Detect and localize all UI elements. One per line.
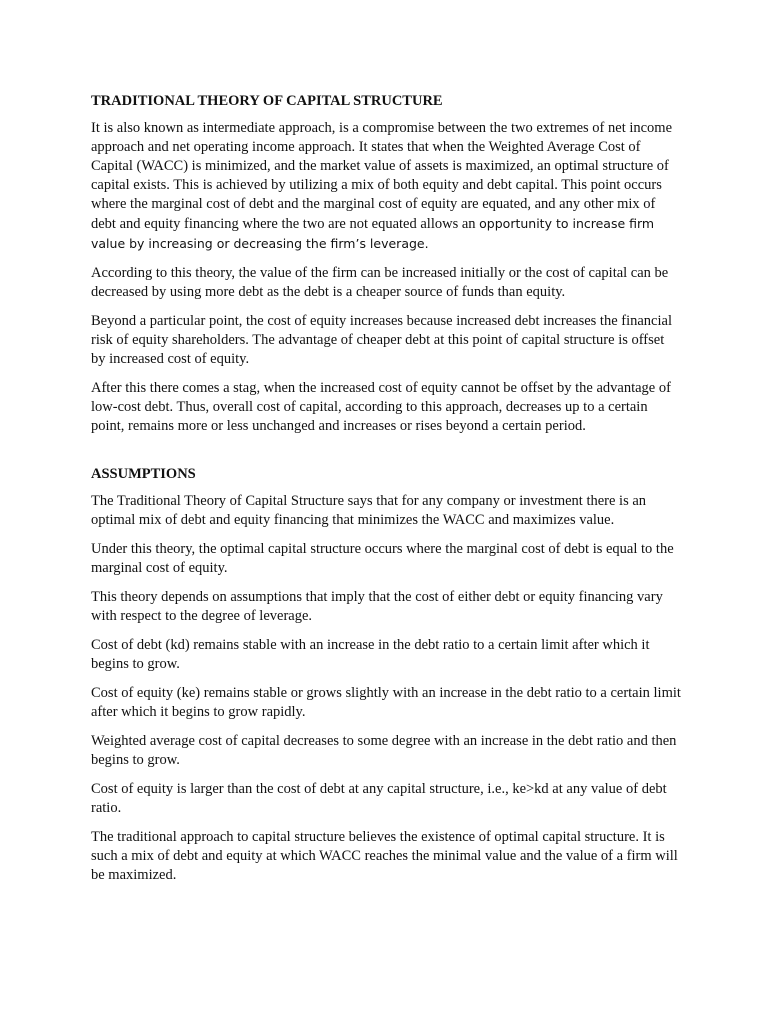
paragraph-assumption-5: Cost of equity (ke) remains stable or grows slightly with an increase in the debt ratio to a certain limit after which it begins to grow rapidly.	[91, 685, 681, 720]
paragraph-assumption-1: The Traditional Theory of Capital Structure says that for any company or investment there is an optimal mix of debt and equity financing that minimizes the WACC and maximizes value.	[91, 493, 647, 528]
paragraph-stage: After this there comes a stag, when the increased cost of equity cannot be offset by the advantage of low-cost debt. Thus, overall cost of capital, according to this approach, decreases up to a certain point, remains more or less unchanged and increases or rises beyond a certain period.	[91, 380, 671, 434]
document-page	[91, 92, 681, 895]
paragraph-intro-text: It is also known as intermediate approach, is a compromise between the two extremes of net income approach and net operating income approach. It states that when the Weighted Average Cost of Capital (WACC) is minimized, and the market value of assets is maximized, an optimal structure of capital exists. This is achieved by utilizing a mix of both equity and debt capital. This point occurs where the marginal cost of debt and the marginal cost of equity are equated, and any other mix of debt and equity financing where the two are not equated allows an	[91, 120, 673, 232]
section-heading-traditional-theory: TRADITIONAL THEORY OF CAPITAL STRUCTURE	[91, 93, 443, 109]
paragraph-beyond-point: Beyond a particular point, the cost of equity increases because increased debt increases the financial risk of equity shareholders. The advantage of cheaper debt at this point of capital structure is offset by increased cost of equity.	[91, 313, 672, 367]
paragraph-assumption-3: This theory depends on assumptions that imply that the cost of either debt or equity financing vary with respect to the degree of leverage.	[91, 589, 663, 624]
paragraph-intro-tail: opportunity to increase firm value by increasing or decreasing the firm’s leverage.	[91, 216, 655, 251]
paragraph-assumption-6: Weighted average cost of capital decreases to some degree with an increase in the debt ratio and then begins to grow.	[91, 733, 677, 768]
paragraph-assumption-2: Under this theory, the optimal capital structure occurs where the marginal cost of debt is equal to the marginal cost of equity.	[91, 541, 674, 576]
section-heading-assumptions: ASSUMPTIONS	[91, 466, 196, 482]
paragraph-assumption-4: Cost of debt (kd) remains stable with an increase in the debt ratio to a certain limit after which it begins to grow.	[91, 637, 650, 672]
paragraph-firm-value: According to this theory, the value of the firm can be increased initially or the cost of capital can be decreased by using more debt as the debt is a cheaper source of funds than equity.	[91, 265, 669, 300]
paragraph-assumption-7: Cost of equity is larger than the cost of debt at any capital structure, i.e., ke>kd at any value of debt ratio.	[91, 781, 667, 816]
section-spacer	[91, 446, 681, 465]
paragraph-intro	[91, 119, 681, 254]
paragraph-assumption-8: The traditional approach to capital structure believes the existence of optimal capital structure. It is such a mix of debt and equity at which WACC reaches the minimal value and the value of a firm will be maximized.	[91, 829, 678, 883]
